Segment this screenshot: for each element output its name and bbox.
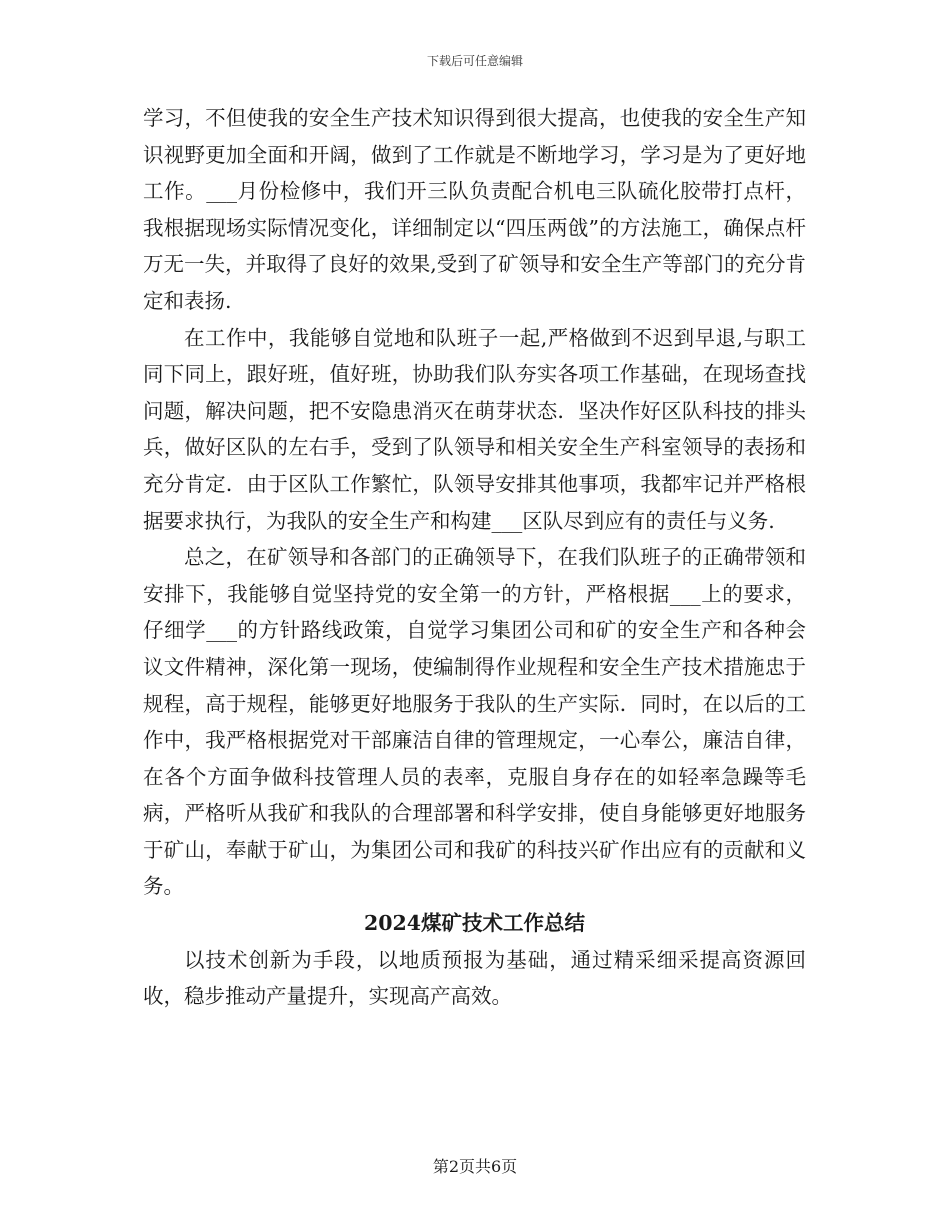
page-number: 第2页共6页 <box>432 1157 518 1176</box>
document-body <box>143 100 806 1015</box>
paragraph-3: 总之，在矿领导和各部门的正确领导下，在我们队班子的正确带领和安排下，我能够自觉坚持党的安全第一的方针，严格根据___上的要求，仔细学___的方针路线政策，自觉学习集团公司和矿的安全生产和各种会议文件精神，深化第一现场，使编制得作业规程和安全生产技术措施忠于规程，高于规程，能够更好地服务于我队的生产实际．同时，在以后的工作中，我严格根据党对干部廉洁自律的管理规定，一心奉公，廉洁自律，在各个方面争做科技管理人员的表率，克服自身存在的如轻率急躁等毛病，严格听从我矿和我队的合理部署和科学安排，使自身能够更好地服务于矿山，奉献于矿山，为集团公司和我矿的科技兴矿作出应有的贡献和义务。 <box>143 545 806 899</box>
page-header-note: 下载后可任意编辑 <box>426 54 523 68</box>
paragraph-2: 在工作中，我能够自觉地和队班子一起,严格做到不迟到早退,与职工同下同上，跟好班，值好班，协助我们队夯实各项工作基础，在现场查找问题，解决问题，把不安隐患消灭在萌芽状态．坚决作好区队科技的排头兵，做好区队的左右手，受到了队领导和相关安全生产科室领导的表扬和充分肯定．由于区队工作繁忙，队领导安排其他事项，我都牢记并严格根据要求执行，为我队的安全生产和构建___区队尽到应有的责任与义务. <box>143 325 806 533</box>
section-title: 2024煤矿技术工作总结 <box>363 911 586 936</box>
paragraph-1: 学习，不但使我的安全生产技术知识得到很大提高，也使我的安全生产知识视野更加全面和开阔，做到了工作就是不断地学习，学习是为了更好地工作。___月份检修中，我们开三队负责配合机电三队硫化胶带打点杆，我根据现场实际情况变化，详细制定以“四压两戗”的方法施工，确保点杆万无一失，并取得了良好的效果,受到了矿领导和安全生产等部门的充分肯定和表扬. <box>143 106 806 313</box>
section-paragraph: 以技术创新为手段，以地质预报为基础，通过精采细采提高资源回收，稳步推动产量提升，实现高产高效。 <box>143 947 806 1009</box>
